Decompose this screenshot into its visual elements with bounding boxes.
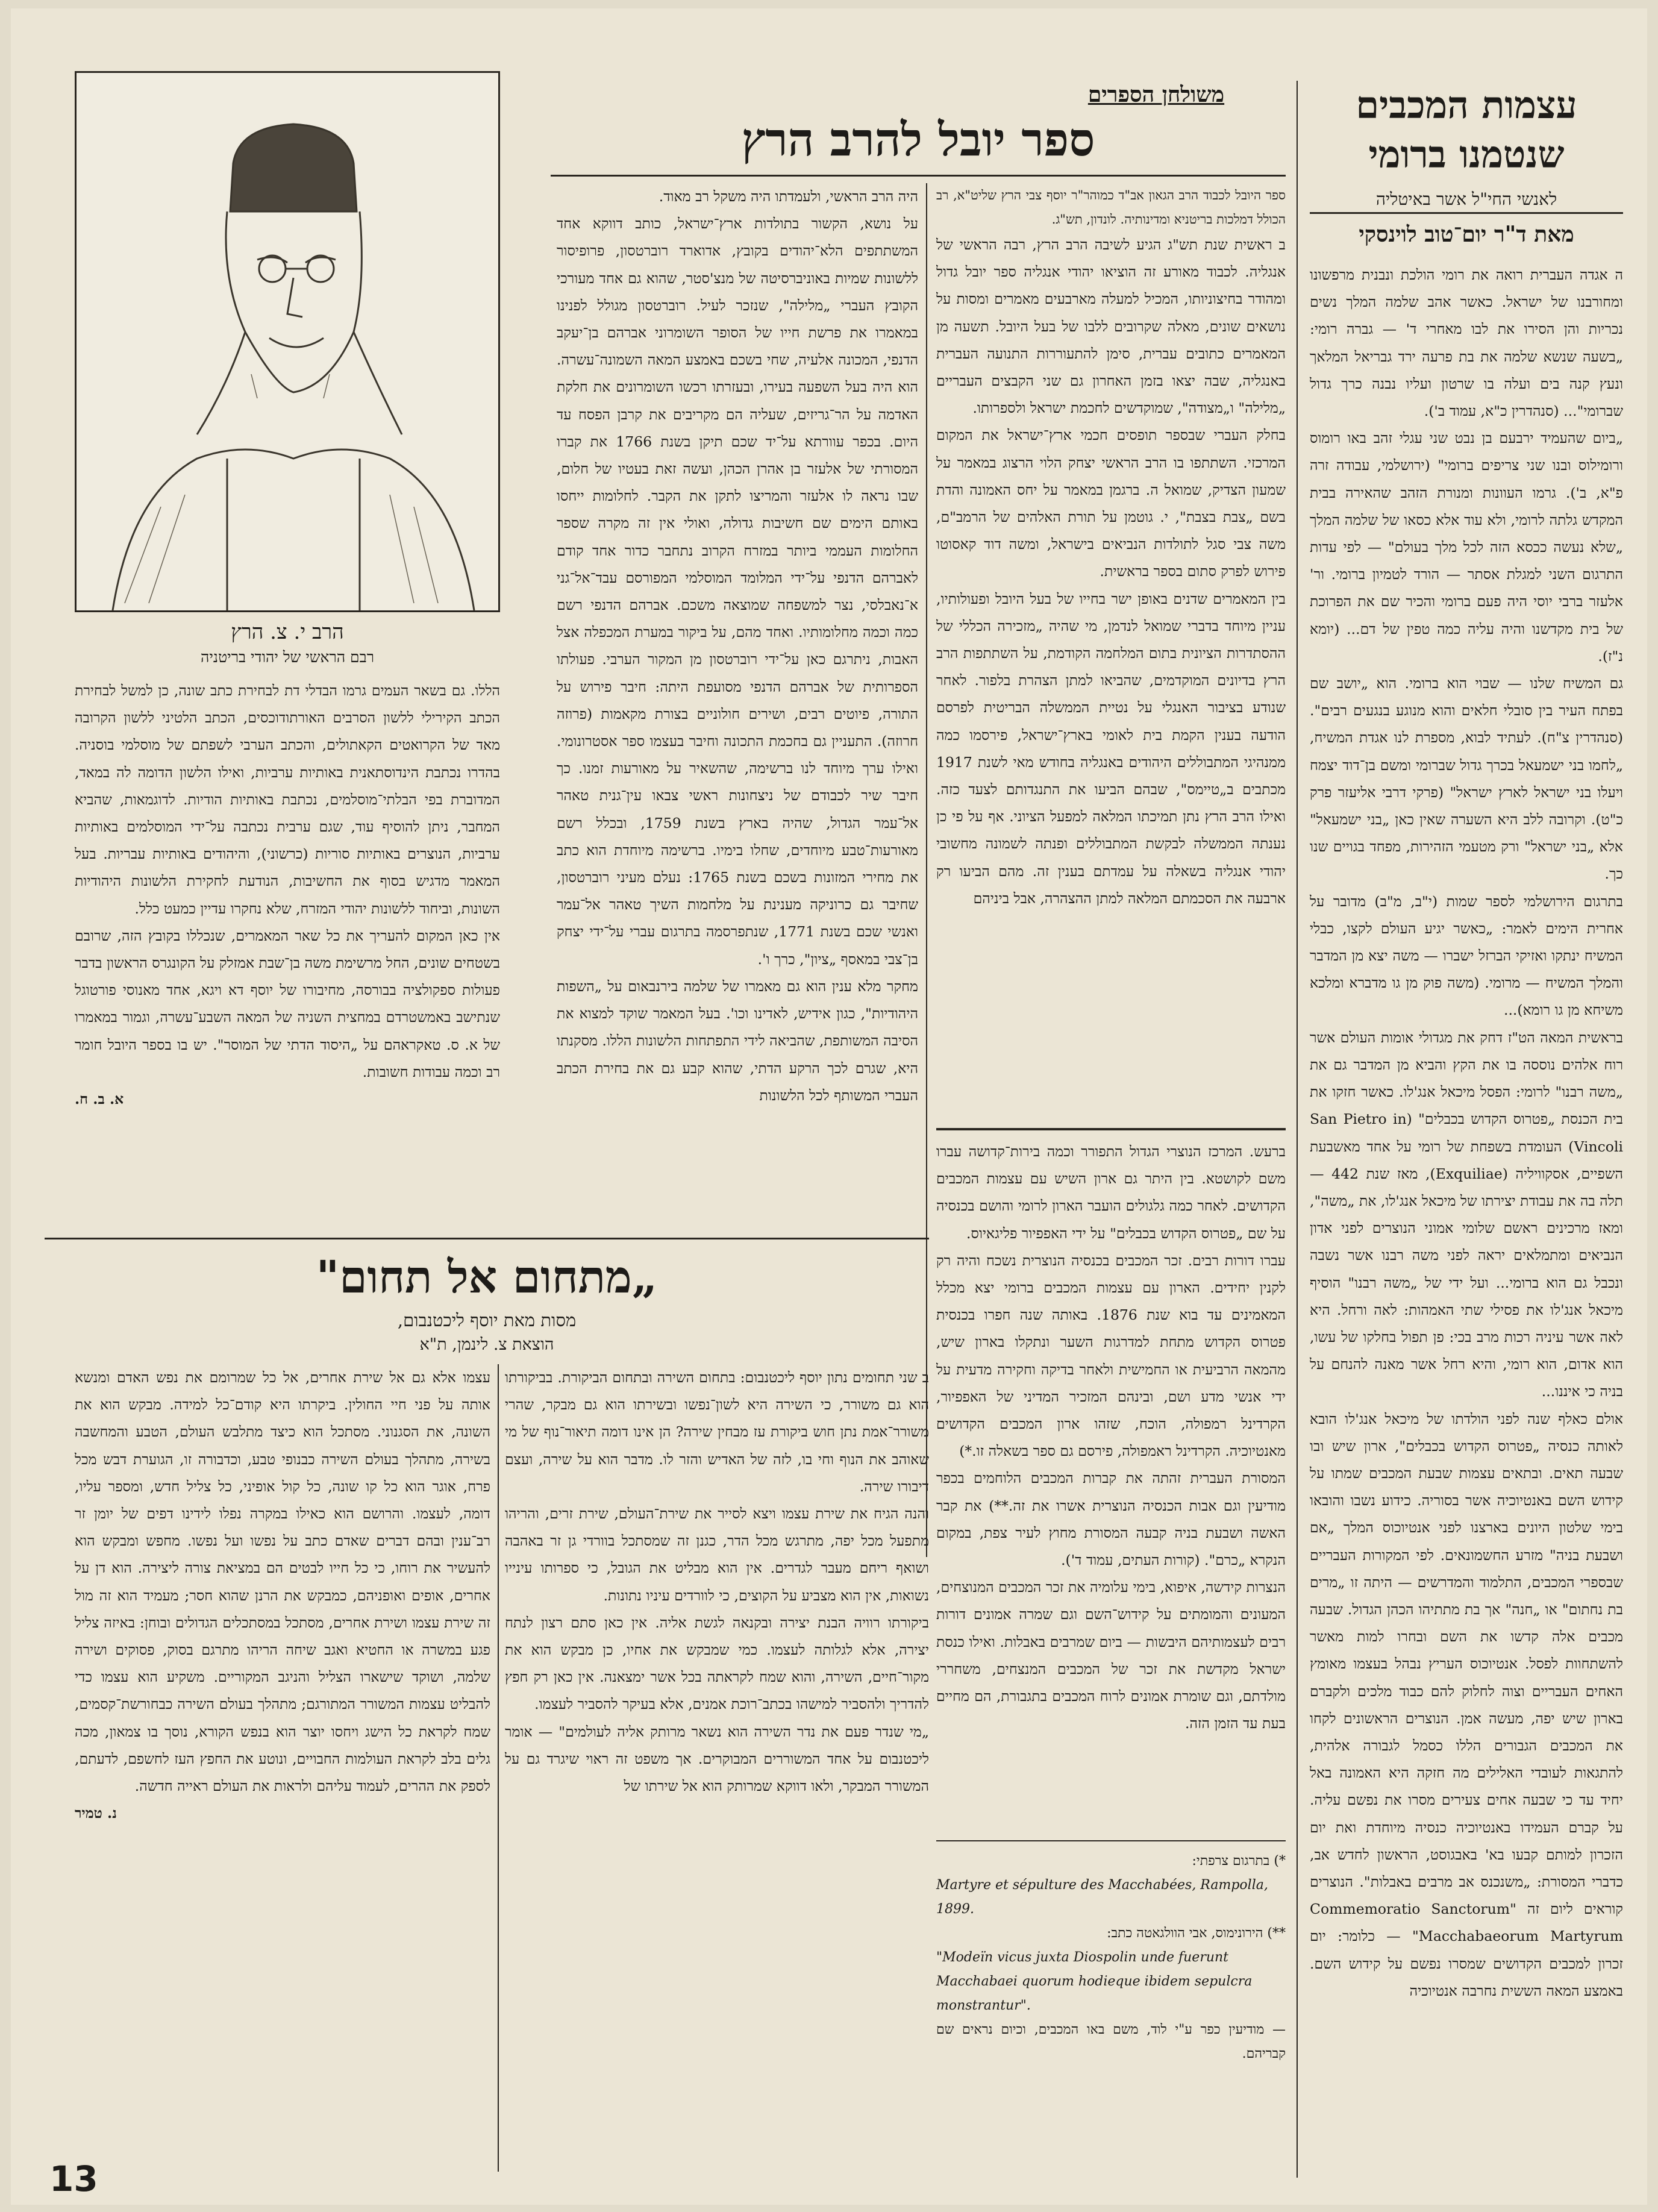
- lower-left-top-rule: [45, 1238, 929, 1239]
- middle-article-body-col2: היה הרב הראשי, ולעמדתו היה משקל רב מאוד. על נושא, הקשור בתולדות ארץ־ישראל, כותב דווקא אחד המשתתפים הלא־יהודים בקובץ, אדוארד רוברטסון, פרופיסור ללשונות שמיות באוניברסיטה של מנצ'סטר, שהוא גם אחד מעורכי הקובץ העברי „מלילה", שנזכר לעיל. רוברטסון מגולל לפנינו במאמרו את פרשת חייו של הסופר השומרוני אברהם בן־יעקב הדנפי, המכונה אלעיה, שחי בשכם באמצע המאה השמונה־עשרה. הוא היה בעל השפעה בעירו, ובעזרתו רכשו השומרונים את חלקת האדמה על הר־גריזים, שעליה הם מקריבים את קרבן הפסח עד היום. בכפר עוורתא על־יד שכם תיקן בשנת 1766 את קברו המסורתי של אלעזר בן אהרן הכהן, ועשה זאת בעטיו של חלום, שבו נראה לו אלעזר והמריצו לתקן את הקבר. לחלומות ייחסו באותם הימים שם חשיבות גדולה, ואולי אין זה מקרה שספר החלומות העממי ביותר במזרח הקרוב נתחבר כדור אחד קודם לאברהם הדנפי על־ידי המלומד המוסלמי המפורסם עבד־אל־גני א־נאבלסי, נצר למשפחה שמוצאה משכם. אברהם הדנפי רשם כמה וכמה מחלומותיו. ואחד מהם, על ביקור במערת המכפלה אצל האבות, ניתרגם כאן על־ידי רוברטסון מן המקור הערבי. פעולתו הספרותית של אברהם הדנפי מסועפת היתה: חיבר פירוש על התורה, פיוטים רבים, ושירים חולוניים בצורת מקאמות (פרוזה חרוזה). התעניין גם בחכמת התכונה וחיבר בעצמו ספר אסטרונומי. ואילו ערך מיוחד לנו ברשימה, שהשאיר על מאורעות זמנו. כך חיבר שיר לכבודם של ניצחונות ראשי צבאו עין־גנית טאהר אל־עמר הגדול, שהיה בארץ בשנת 1759, ובכלל רשם מאורעות־טבע מיוחדים, שחלו בימיו. ברשימה מיוחדת הוא כתב את מחירי המזונות בשכם בשנת 1765: נעלם מעיני רוברטסון, שחיבר גם כרוניקה מענינת על מלחמות השיך טאהר אל־עמר ואנשי שכם בשנת 1771, שנתפרסמה בתרגום עברי על־ידי יצחק בן־צבי במאסף „ציון", כרך ו'. מחקר מלא ענין הוא גם מאמרו של שלמה בירנבאום על „השפות היהודיות", כגון אידיש, לאדינו וכו'. בעל המאמר שוקד למצוא את הסיבה המשותפת, שהביאה לידי התפתחות הלשונות הללו. מסקנתו היא, שגרם לכך הרקע הדתי, שהוא קבע גם את בחירת הכתב העברי המשותף לכל הלשונות: [557, 188, 918, 1104]
- lower-left-signature: נ. טמיר: [75, 1805, 117, 1822]
- middle-footnotes: [936, 1849, 1286, 2066]
- middle-article-col2: [557, 183, 918, 1202]
- middle-lower-rule: [936, 1128, 1286, 1130]
- middle-lower-text: ברעש. המרכז הנוצרי הגדול התפורר וכמה בירות־קדושה עברו משם לקושטא. בין היתר גם ארון השיש עם עצמות המכבים הקדושים. לאחר כמה גלגולים הועבר הארון לרומי והושם בכנסיה על שם „פטרוס הקדוש בכבלים" על ידי האפפיור פליגאיוס. עברו דורות רבים. זכר המכבים בכנסיה הנוצרית נשכח והיה רק לקנין יחידים. הארון עם עצמות המכבים ברומי יצא מכלל המאמינים עד בוא שנת 1876. באותה שנה חפרו בכנסית פטרוס הקדוש מתחת למדרגות השער ונתקלו בארון שיש, מהמאה הרביעית או החמישית ולאחר בדיקה וחקירה מדעית על ידי אנשי מדע ושם, ובינהם המזכיר המדיני של האפפיור, הקרדינל רמפולה, הוכח, שזהו ארון המכבים הקדושים מאנטיוכיה. הקרדינל ראמפולה, פירסם גם ספר בשאלה זו.*) המסורת העברית זהתה את קברות המכבים הלוחמים בכפר מודיעין וגם אבות הכנסיה הנוצרית אשרו את זה.**) את קבר האשה ושבעת בניה קבעה המסורת מחוץ לעיר צפת, במקום הנקרא „כרם". (קורות העתים, עמוד ד'). הנצרות קידשה, איפוא, בימי עלומיה את זכר המכבים המנוצחים, המעונים והמומתים על קידוש־השם וגם שמרה אמונים דורות רבים לעצמותיהם היבשות — ביום שמרבים באבלות. ואילו כנסת ישראל מקדשת את זכר של המכבים המנצחים, משחררי מולדתם, וגם שומרת אמונים לרוח המכבים בתגבורת, הם מחיים בעת עד הזמן הזה.: [936, 1143, 1286, 1732]
- middle-article-title: ספר יובל להרב הרץ: [741, 113, 1095, 166]
- middle-article-bibliography: ספר היובל לכבוד הרב הגאון אב"ד כמוהר"ר יוסף צבי הרץ שליט"א, רב הכולל דמלכות בריטניא ומדינותיה. לונדון, תש"ג.: [936, 188, 1286, 227]
- lower-left-body-col1: ב שני תחומים נתון יוסף ליכטנבום: בתחום השירה ובתחום הביקורת. בביקורתו הוא גם משורר, כי השירה היא לשון־נפשו ובשירתו הוא גם מבקר, שהרי משורר־אמת נתן חוש ביקורת עז מבחין שירה? הן אינו דומה תיאור־נוף של מי שאוהב את הנוף וחי בו, לזה של האדיש והזר לו. מדבר הוא על שירה, ועצם דיבורו שירה. והנה הגיח את שירת עצמו ויצא לסייר את שירת־העולם, שירת זרים, והריהו מתפעל מכל יפה, מתרגש מכל הדר, כגנן זה שמסתכל בוורדי גן זר באהבה ושואף ריחם מעבר לגדרים. אין הוא מבליט את הגובל, כי ספרותו עינייו נשואות, אין הוא מצביע על הקוצים, כי לוורדים עיניו נתונות. ביקורתו רוויה הבנת יצירה ובקנאה לגשת אליה. אין כאן סתם רצון לנתח יצירה, אלא לגלותה לעצמו. כמי שמבקש את אחיו, כן מבקש הוא את מקור־חיים, השירה, והוא שמח לקראתה בכל אשר ימצאנה. אין כאן רק חפץ להדריך ולהסביר למישהו בכתב־רוכת אמנים, אלא בעיקר להסביר לעצמו. „מי שנדר פעם את נדר השירה הוא נשאר מרותק אליה לעולמים" — אומר ליכטנבום על אחד המשוררים המבוקרים. אך משפט זה ראוי שיגרד גם על המשורר המבקר, ולאו דווקא שמרותק הוא אל שירתו של: [505, 1369, 929, 1795]
- right-article-title-line2: שנטמנו ברומי: [1368, 133, 1565, 177]
- page-number: 13: [49, 2158, 98, 2199]
- middle-article-body: ב ראשית שנת תש"ג הגיע לשיבה הרב הרץ, רבה הראשי של אנגליה. לכבוד מאורע זה הוציאו יהודי אנגליה ספר יובל גדול ומהודר בחיצוניותו, המכיל למעלה מארבעים מאמרים ומסות על נושאים שונים, מאלה שקרובים ללבו של בעל היובל. תשעה מן המאמרים כתובים עברית, סימן להתעוררות התנועה העברית באנגליה, שבה יצאו בזמן האחרון גם שני הקבצים העבריים „מלילה" ו„מצודה", שמוקדשים לחכמת ישראל ולספרותו. בחלק העברי שבספר תופסים חכמי ארץ־ישראל את המקום המרכזי. השתתפו בו הרב הראשי יצחק הלוי הרצוג במאמר על שמעון הצדיק, שמואל ה. ברגמן במאמר על יחס האמונה והדת בשם „צבת בצבת", י. גוטמן על תורת האלהים של הרמב"ם, משה צבי סגל לתולדות הנביאים בישראל, ומשה דוד קאסוטו פירוש לפרק סתום בספר בראשית. בין המאמרים שדנים באופן ישר בחייו של בעל היובל ופעולותיו, עניין מיוחד בדברי שמואל לנדמן, מי שהיה „מזכירה הכללי של ההסתדרות הציונית בתום המלחמה הקודמת, על השתתפות הרב הרץ בדיונים המוקדמים, שהביאו למתן הצהרת בלפור. לאחר שנודע בציבור האנגלי על נטיית הממשלה הבריטית לפרסם הודעה בענין הקמת בית לאומי בארץ־ישראל, פירסמו כמה ממנהיגי המתבוללים היהודים באנגליה בחודש מאי לשנת 1917 מכתבים ב„טיימס", שבהם הביעו את התנגדותם לצעד כזה. ואילו הרב הרץ נתן תמיכתו המלאה למפעל הציוני. אף על פי כן נענתה הממשלה לבקשת המתבוללים ופנתה לשמונה מחשובי יהודי אנגליה בשאלה על עמדתם בענין זה. מהם הביעו רק ארבעה את הסכמתם המלאה למתן ההצהרה, אבל ביניהם: [936, 236, 1286, 907]
- section-label: משולחן הספרים: [1087, 82, 1225, 107]
- right-article-title: [1310, 81, 1623, 180]
- right-article-body: [1310, 262, 1623, 2178]
- right-title-rule: [1310, 212, 1623, 214]
- portrait-photo: [75, 71, 500, 612]
- left-upper-body: [75, 677, 500, 1220]
- lower-left-title: „מתחום אל תחום": [316, 1252, 658, 1303]
- lower-left-body-col2: עצמו אלא גם אל שירת אחרים, אל כל שמרומם את נפש האדם ומנשא אותה על פני חיי החולין. ביקרתו היא קודם־כל למידה. מבקש הוא את השונה, את הסגנוני. מסתכל הוא כיצד מתלבש העולם, הטבע והמחשבה בשירה, מתהלך בעולם השירה כבנופי טבע, וכדבורה זו, הגוערת דבש מכל פרח, אוגר הוא כל קו שונה, כל קול אופיני, כל צליל חדש, ומספר עליו, דומה, לעצמו. והרושם הוא כאילו במקרה נפלו לידינו דפים של יומן זר רב־ענין ובהם דברים שאדם כתב על נפשו ועל נפשו. מחפש ומבקש הוא להעשיר את רוחו, כי כל חייו לבטים הם במציאת צורה ליצירה. הוא דן על אחרים, אופים ואופניהם, כמבקש את הרנן שהוא חסר; מעמיד הוא זה מול זה שירת עצמו ושירת אחרים, מסתכל במסתכלים הגדולים ובוחן: באיזה צליל פגע במשרה או החטיא ואגב שיחה הריהו מתרגם בסוק, פסוקים ושירה שלמה, ושוקד שישארו הצליל והניגב המקוריים. משקיע הוא עצמו כדי להבליט עצמות המשורר המתורגם; מתהלך בעולם השירה כבחורשת־קסמים, שמח לקראת כל הישג ויחסו יוצר הוא בנפש הקורא, נוסך בו צמאון, מכה גלים בלב לקראת העולמות החבויים, ונוטע את החפץ העז לחשפם, לדעתם, לספק את ההרים, לעמוד עליהם ולראות את העולם ראייה חדשה.: [75, 1369, 490, 1795]
- lower-left-col-left: [75, 1364, 490, 2172]
- footnote-2-tail: — מודיעין כפר ע"י לוד, משם באו המכבים, וכיום נראים שם קבריהם.: [936, 2022, 1286, 2061]
- lower-left-publisher: הוצאת צ. לינמן, ת"א: [419, 1335, 554, 1354]
- right-article-text: ה אגדה העברית רואה את רומי הולכת ונבנית מרפשונו ומחורבנו של ישראל. כאשר אהב שלמה המלך נשים נכריות והן הסירו את לבו מאחרי ד' — גברה רומי: „בשעה שנשא שלמה את בת פרעה ירד גבריאל המלאך ונעץ קנה בים ועלה בו שרטון ועליו נבנה כרך גדול שברומי"... (סנהדרין כ"א, עמוד ב'). „ביום שהעמיד ירבעם בן נבט שני עגלי זהב באו רומוס ורומילוס ובנו שני צריפים ברומי" (ירושלמי, עבודה זרה פ"א, ב'). גרמו העוונות ומנורת הזהב שהאירה בבית המקדש גלתה לרומי, ולא עוד אלא כסאו של שלמה המלך „שלא נעשה ככסא הזה לכל מלך בעולם" — לפי עדות התרגום השני למגלת אסתר — הורד לטמיון ברומי. ור' אלעזר ברבי יוסי היה פעם ברומי והכיר שם את הפרוכת של בית מקדשנו והיה עליה כמה טפין של דם... (יומא נ"ז). גם המשיח שלנו — שבוי הוא ברומי. הוא „יושב שם בפתח העיר בין סובלי חלאים והוא מנוגע בנגעים רבים". (סנהדרין צ"ח). לעתיד לבוא, מספרת לנו אגדת המשיח, „לחמו בני ישמעאל בכרך גדול שברומי ומשם בן־דוד יצמח ויעלו בני ישראל לארץ ישראל" (פרקי דרבי אליעזר פרק כ"ט). וקרובה ללב היא השערה שאין כאן „בני ישמעאל" אלא „בני ישראל" ורק מטעמי הזהירות, מפחד בגויים שנו כך. בתרגום הירושלמי לספר שמות (י"ב, מ"ב) מדובר על אחרית הימים לאמר: „כאשר יגיע העולם לקצו, כבלי המשיח ינתקו ואזיקי הברזל ישברו — משה יצא מן המדבר והמלך המשיח — מרומי. (משה פוק מן גו מדברא ומלכא משיחא מן גו רומא)... בראשית המאה הט"ז דחק את מגדולי אומות העולם אשר רוח אלהים נוססה בו את הקץ והביא מן המדבר גם את „משה רבנו" לרומי: הפסל מיכאל אנג'לו. כאשר חזקו את בית הכנסת „פטרוס הקדוש בכבלים" (San Pietro in Vincoli) העומדת בשפחת של רומי על אחד מאשבעת השפיים, אסקוויליה (Exquiliae), מאז שנת 442 — תלה בה את עבודת יצירתו של מיכאל אנג'לו, את „משה", ומאז מרכינים ראשם שלומי אמוני הנוצרים לפני אדון הנביאים ומתמלאים יראה לפני משה רבנו אשר נשבה ונכבל גם הוא ברומי... ועל ידי של „משה רבנו" הוסיף מיכאל אנג'לו את פסילי שתי האמהות: לאה ורחל. היא לאה אשר עיניה רכות מרב בכי: פן תפול בחלקו של עשו, הוא אדום, הוא רומי, והיא רחל אשר מאנה להנחם על בניה כי איננו... אולם כאלף שנה לפני הולדתו של מיכאל אנג'לו הובא לאותה כנסיה „פטרוס הקדוש בכבלים", ארון שיש ובו שבעה תאים. ובתאים עצמות שבעת המכבים שמתו על קידוש השם באנטיוכיה אשר בסוריה. כידוע נשבו והובאו בימי שלטון היונים בארצנו לפני אנטיוכוס המלך „אם ושבעת בניה" מזרע החשמונאים. לפי המקורות העבריים שבספרי המכבים, התלמוד והמדרשים — היתה זו „מרים בת נחתום" או „חנה" אך בת מתתיהו הכהן הגדול. שבעה מכבים אלה קדשו את השם ובחרו למות מאשר להשתחוות לפסל. אנטיוכוס העריץ נבהל בעצמו מאומץ האחים העבריים וצוה לחלוק להם כבוד מלכים ולקברם בארון שיש יפה, מעשה אמן. הנוצרים הראשונים לקחו את המכבים הגבורים הללו כסמל לגבורה אלהית, להתגאות לעובדי האלילים מה חזקה היא האמונה באל יחיד עד כי שבעה אחים צעירים מסרו את נפשם עליה. על קברם העמידו באנטיוכיה כנסיה מיוחדת ואת יום הזכרון למותם קבעו בא' באבגוסט, הראשון לחדש אב, כדברי המסורת: „משנכנס אב מרבים באבלות". הנוצרים קוראים ליום זה "Commemoratio Sanctorum Macchabaeorum Martyrum" — כלומר: יום זכרון למכבים הקדושים שמסרו נפשם על קידוש השם. באמצע המאה הששית נחרבה אנטיוכיה: [1310, 266, 1623, 1999]
- portrait-illustration-icon: [77, 73, 498, 610]
- left-upper-text: הללו. גם בשאר העמים גרמו הבדלי דת לבחירת כתב שונה, כן למשל לבחירת הכתב הקירילי ללשון הסרבים האורתודוכסים, הכתב הלטיני ללשון הקרובה מאד של הקרואטים הקאתולים, והכתב הערבי לשפתם של מוסלמי בוסניה. בהדרו נכתבת הינדוסתאנית באותיות ערביות, ואילו הלשון הדומה לה במאד, המדוברת בפי הבלתי־מוסלמים, נכתבת באותיות הודיות. לדוגמאות, שהביא המחבר, ניתן להוסיף עוד, שגם ערבית נכתבה על־ידי המוסלמים באותיות ערביות, הנוצרים באותיות סוריות (כרשוני), והיהודים באותיות עבריות. בעל המאמר מדגיש בסוף את החשיבות, הנודעת לחקירת הלשונות היהודיות השונות, וביחוד ללשונות יהודי המזרח, שלא נחקרו עדיין כמעט כלל. אין כאן המקום להעריך את כל שאר המאמרים, שנכללו בקובץ הזה, שרובם בשטחים שונים, החל מרשימת משה בן־שבת אמזלק על הקונגרס הראשון בדבר פעולות ספקולציה בבורסה, מחיבורו של יוסף דא ויגא, אחד מאנוסי פורטוגל שנתישב באמשטרדם במחצית השניה של המאה השבע־עשרה, וגמור במאמרו של א. ס. טאקראהם על „היסוד הדתי של המוסר". יש בו בספר היובל חומר רב וכמה עבודות חשובות.: [75, 682, 500, 1080]
- right-article-title-line1: עצמות המכבים: [1356, 83, 1577, 127]
- footnote-rule: [936, 1840, 1286, 1841]
- footnote-1-latin: Martyre et sépulture des Macchabées, Rampolla, 1899.: [936, 1878, 1268, 1917]
- lower-left-subtitle: מסות מאת יוסף ליכטנבום,: [397, 1310, 577, 1330]
- column-divider-lower-left: [498, 1364, 499, 2172]
- lower-left-col-right: [505, 1364, 929, 2172]
- portrait-caption: [75, 618, 500, 669]
- portrait-caption-title: רבם הראשי של יהודי בריטניה: [201, 648, 374, 666]
- portrait-caption-name: הרב י. צ. הרץ: [231, 620, 344, 644]
- middle-article-col1: [936, 183, 1286, 1123]
- newspaper-page: [11, 8, 1647, 2205]
- footnote-2-latin: "Modeïn vicus juxta Diospolin unde fuerunt Macchabaei quorum hodieque ibidem sepulcra monstrantur".: [936, 1950, 1253, 2013]
- footnote-1: *) בתרגום צרפתי:: [1192, 1853, 1286, 1869]
- middle-lower-body: [936, 1138, 1286, 1834]
- column-divider-right: [1297, 81, 1298, 2178]
- right-article-byline: מאת ד"ר יום־טוב לוינסקי: [1359, 222, 1574, 247]
- right-article-dedication: לאנשי החי"ל אשר באיטליה: [1375, 189, 1557, 209]
- left-upper-signature: א. ב. ח.: [75, 1091, 124, 1108]
- footnote-2: **) הירונימוס, אבי הוולגאטה כתב:: [1107, 1926, 1286, 1941]
- middle-title-rule: [551, 175, 1286, 177]
